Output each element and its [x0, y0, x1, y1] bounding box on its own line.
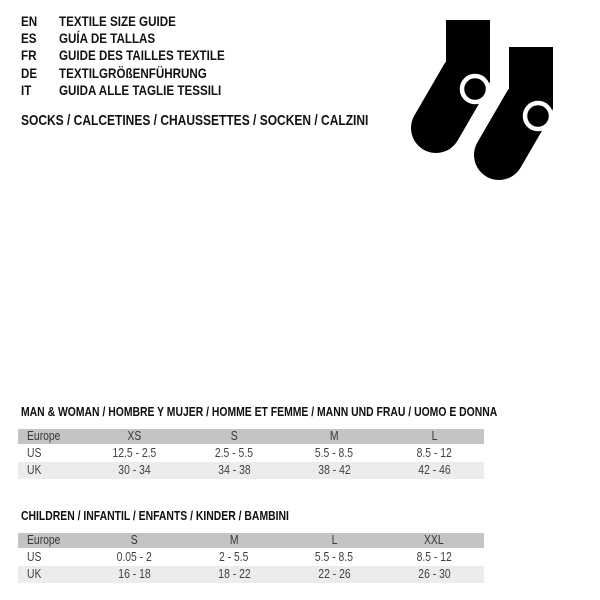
language-label: TEXTILE SIZE GUIDE [59, 12, 176, 29]
table-header-row [18, 429, 484, 445]
size-cell: 38 - 42 [317, 463, 351, 477]
category-line-text: SOCKS / CALCETINES / CHAUSSETTES / SOCKEN / CALZINI [21, 112, 369, 129]
language-row [21, 29, 259, 46]
children-size-table [18, 533, 484, 583]
language-code: FR [21, 47, 37, 64]
table-row [18, 445, 484, 463]
language-row [21, 47, 259, 64]
row-label-cell: US [27, 550, 42, 564]
size-cell: 2 - 5.5 [219, 550, 249, 564]
sock-shape [436, 20, 490, 128]
language-label: GUÍA DE TALLAS [59, 29, 156, 46]
table-header-cell: L [384, 429, 484, 445]
table-header-cell: S [84, 533, 184, 549]
size-cell: 8.5 - 12 [416, 446, 452, 460]
children-table-title: CHILDREN / INFANTIL / ENFANTS / KINDER / BAMBINI [21, 508, 289, 523]
size-cell: 8.5 - 12 [416, 550, 452, 564]
language-list [21, 12, 259, 98]
size-cell: 30 - 34 [117, 463, 151, 477]
language-code: IT [21, 81, 32, 98]
size-cell: 5.5 - 8.5 [314, 550, 354, 564]
language-row [21, 64, 259, 81]
table-header-cell: L [284, 533, 384, 549]
size-cell: 34 - 38 [217, 463, 251, 477]
size-cell: 18 - 22 [217, 567, 251, 581]
size-cell: 5.5 - 8.5 [314, 446, 354, 460]
table-header-cell: XXL [384, 533, 484, 549]
size-cell: 16 - 18 [117, 567, 151, 581]
table-header-cell: XS [84, 429, 184, 445]
language-code: ES [21, 29, 37, 46]
children-size-section [18, 507, 484, 583]
adults-table-title: MAN & WOMAN / HOMBRE Y MUJER / HOMME ET FEMME / MANN UND FRAU / UOMO E DONNA [21, 404, 498, 419]
table-header-cell: M [284, 429, 384, 445]
socks-icon [398, 12, 563, 192]
adults-size-section [18, 403, 498, 479]
language-code: EN [21, 12, 38, 29]
row-label-cell: US [27, 446, 42, 460]
table-header-cell: Europe [18, 429, 84, 445]
language-label: GUIDA ALLE TAGLIE TESSILI [59, 81, 222, 98]
row-label-cell: UK [27, 463, 42, 477]
row-label-cell: UK [27, 567, 42, 581]
language-label: TEXTILGRÖßENFÜHRUNG [59, 64, 207, 81]
table-row [18, 462, 484, 479]
language-row [21, 81, 259, 98]
category-line [21, 112, 455, 129]
table-row [18, 566, 484, 583]
language-row [21, 12, 259, 29]
language-label: GUIDE DES TAILLES TEXTILE [59, 47, 225, 64]
adults-size-table [18, 429, 484, 479]
table-row [18, 549, 484, 567]
size-cell: 0.05 - 2 [116, 550, 152, 564]
language-code: DE [21, 64, 38, 81]
table-header-cell: S [184, 429, 284, 445]
size-cell: 42 - 46 [417, 463, 451, 477]
table-header-row [18, 533, 484, 549]
size-cell: 2.5 - 5.5 [214, 446, 254, 460]
size-cell: 22 - 26 [317, 567, 351, 581]
size-cell: 12.5 - 2.5 [112, 446, 156, 460]
size-cell: 26 - 30 [417, 567, 451, 581]
table-header-cell: Europe [18, 533, 84, 549]
table-header-cell: M [184, 533, 284, 549]
